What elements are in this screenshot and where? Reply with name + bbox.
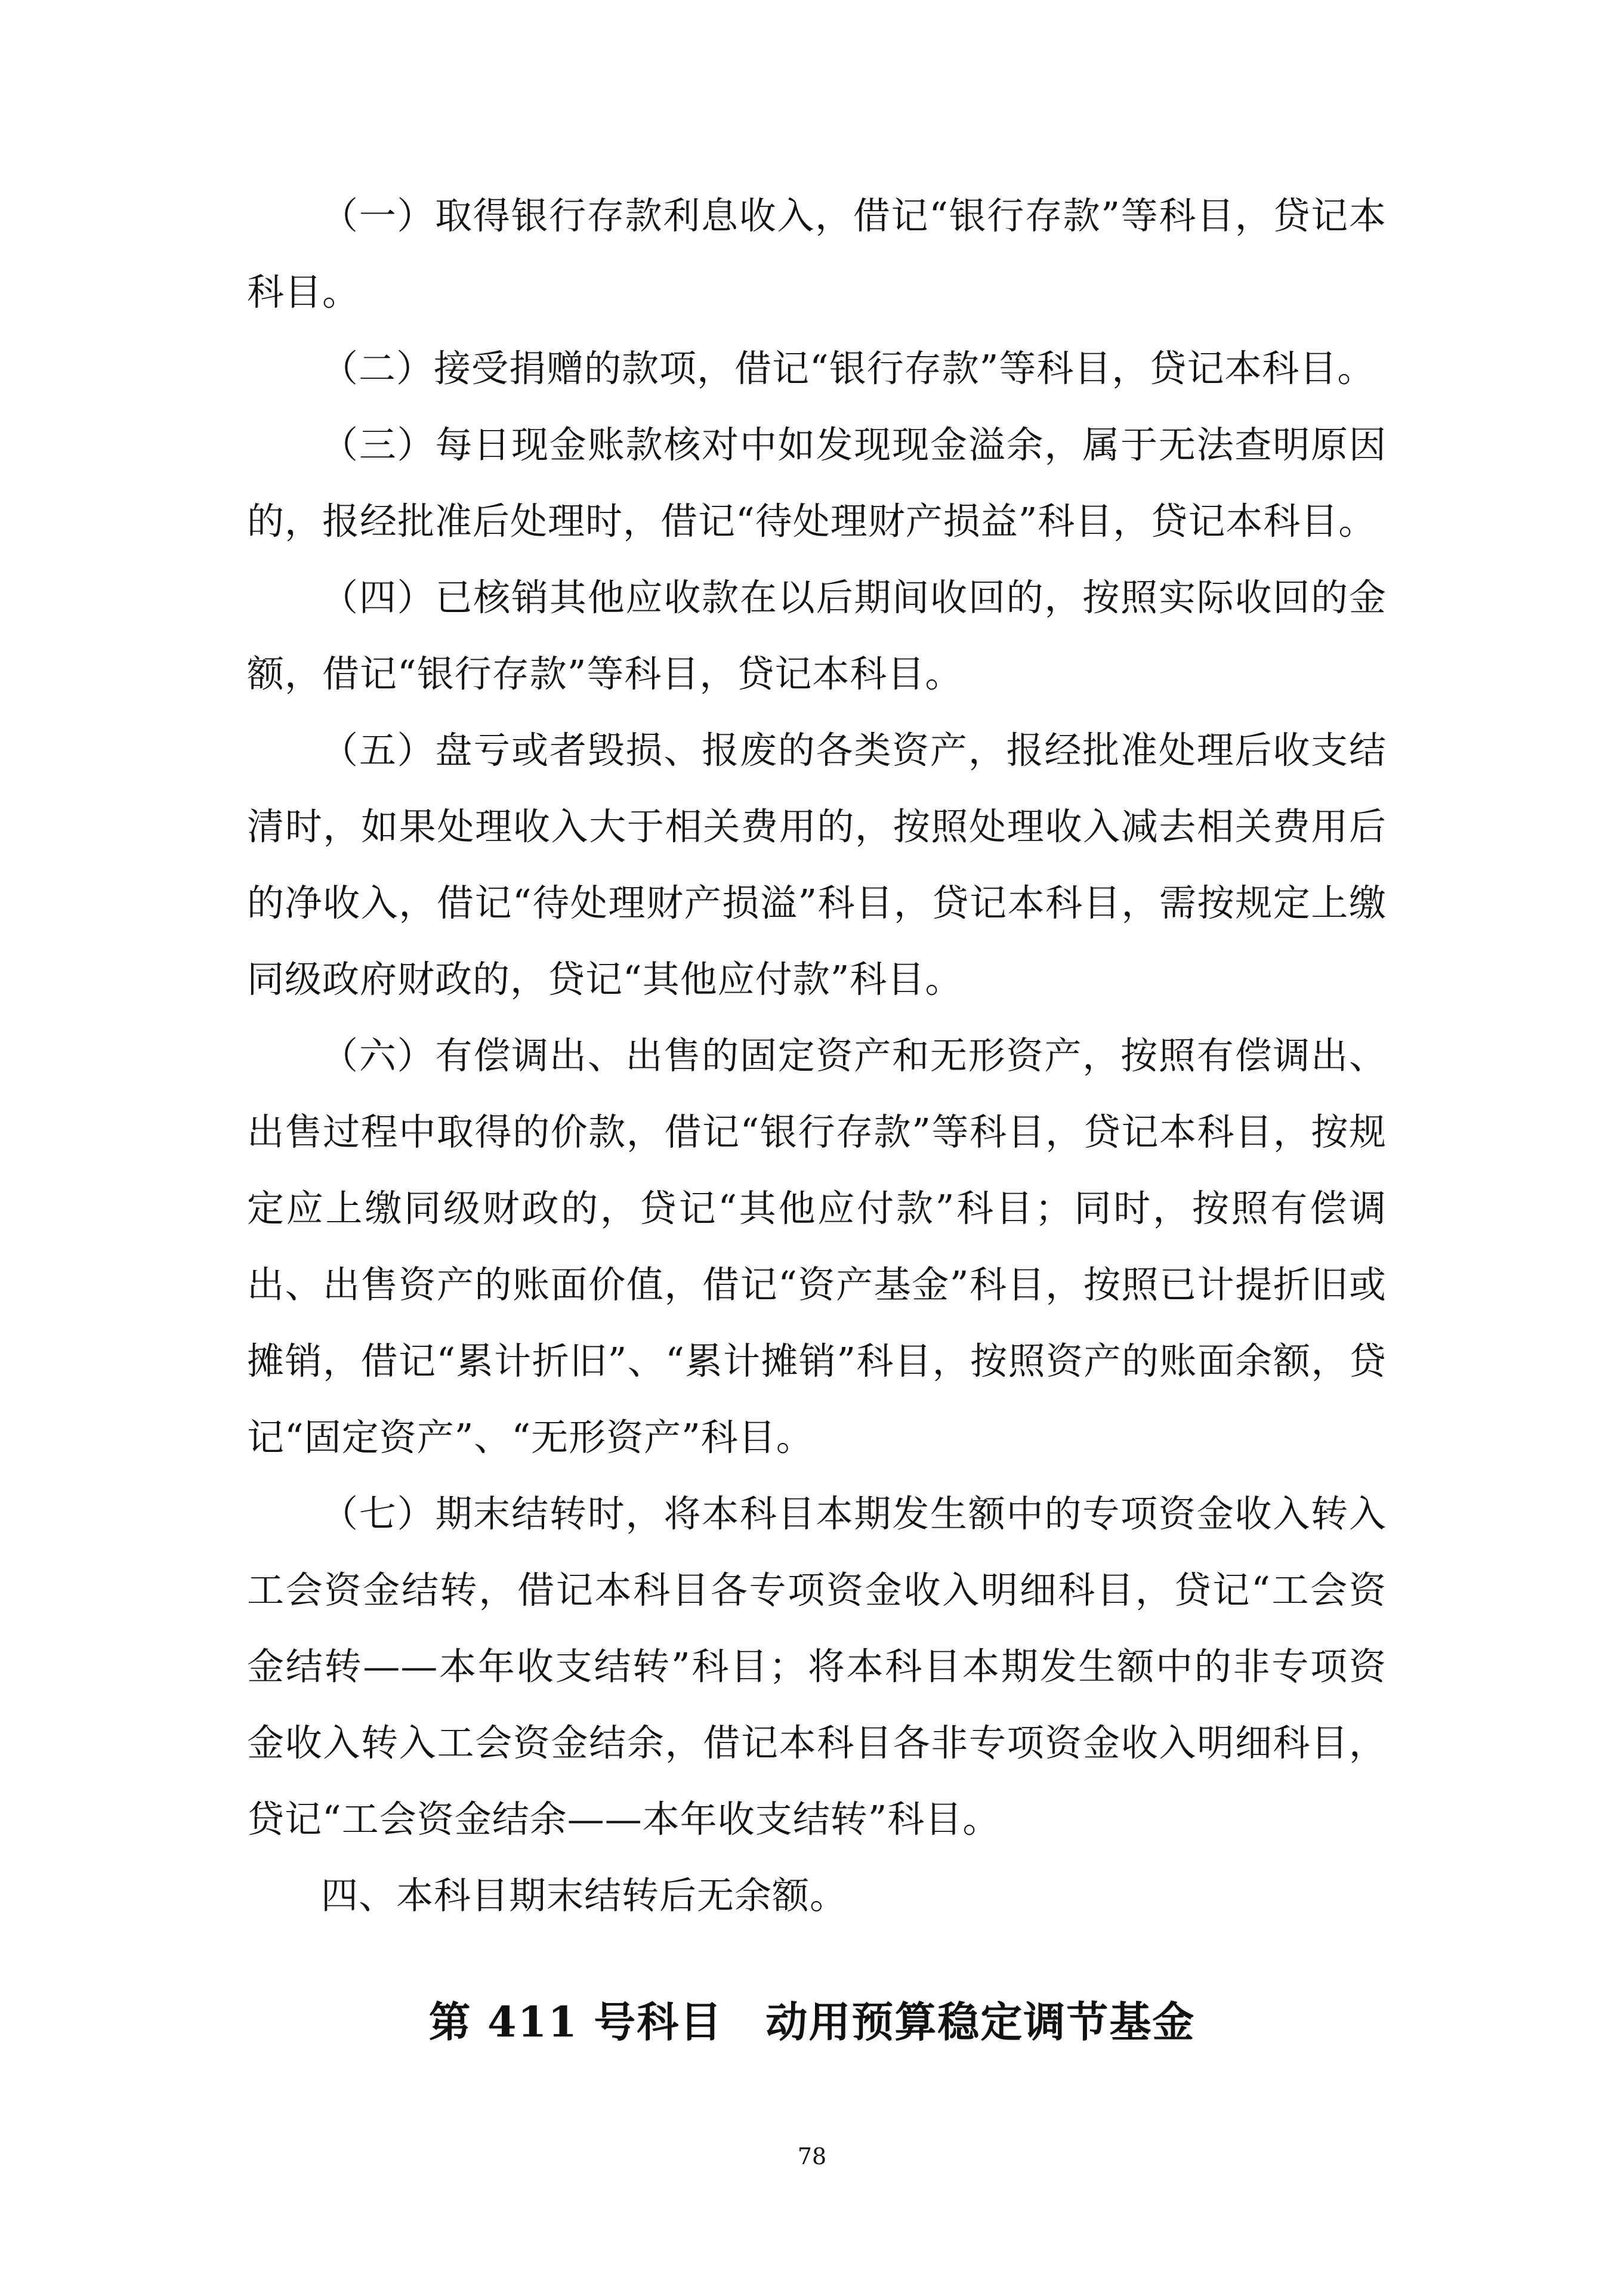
paragraph-5: （五）盘亏或者毁损、报废的各类资产，报经批准处理后收支结清时，如果处理收入大于相关费用的，按照处理收入减去相关费用后的净收入，借记“待处理财产损溢”科目，贷记本科目，需按规定上缴同级政府财政的，贷记“其他应付款”科目。: [247, 728, 1387, 1001]
paragraph-1: （一）取得银行存款利息收入，借记“银行存款”等科目，贷记本科目。: [247, 194, 1387, 314]
body-text: [247, 178, 1387, 1934]
page-number: 78: [797, 2143, 827, 2170]
paragraph-4: （四）已核销其他应收款在以后期间收回的，按照实际收回的金额，借记“银行存款”等科目，贷记本科目。: [247, 576, 1387, 696]
paragraph-6: （六）有偿调出、出售的固定资产和无形资产，按照有偿调出、出售过程中取得的价款，借记“银行存款”等科目，贷记本科目，按规定应上缴同级财政的，贷记“其他应付款”科目；同时，按照有偿调出、出售资产的账面价值，借记“资产基金”科目，按照已计提折旧或摊销，借记“累计折旧”、“累计摊销”科目，按照资产的账面余额，贷记“固定资产”、“无形资产”科目。: [247, 1034, 1387, 1459]
paragraph-2: （二）接受捐赠的款项，借记“银行存款”等科目，贷记本科目。: [321, 347, 1375, 390]
paragraph-7: （七）期末结转时，将本科目本期发生额中的专项资金收入转入工会资金结转，借记本科目各专项资金收入明细科目，贷记“工会资金结转——本年收支结转”科目；将本科目本期发生额中的非专项资金收入转入工会资金结余，借记本科目各非专项资金收入明细科目，贷记“工会资金结余——本年收支结转”科目。: [247, 1492, 1387, 1841]
section-heading: 第 411 号科目 动用预算稳定调节基金: [428, 1997, 1196, 2047]
paragraph-8: 四、本科目期末结转后无余额。: [321, 1874, 848, 1917]
paragraph-3: （三）每日现金账款核对中如发现现金溢余，属于无法查明原因的，报经批准后处理时，借记“待处理财产损益”科目，贷记本科目。: [247, 423, 1387, 543]
